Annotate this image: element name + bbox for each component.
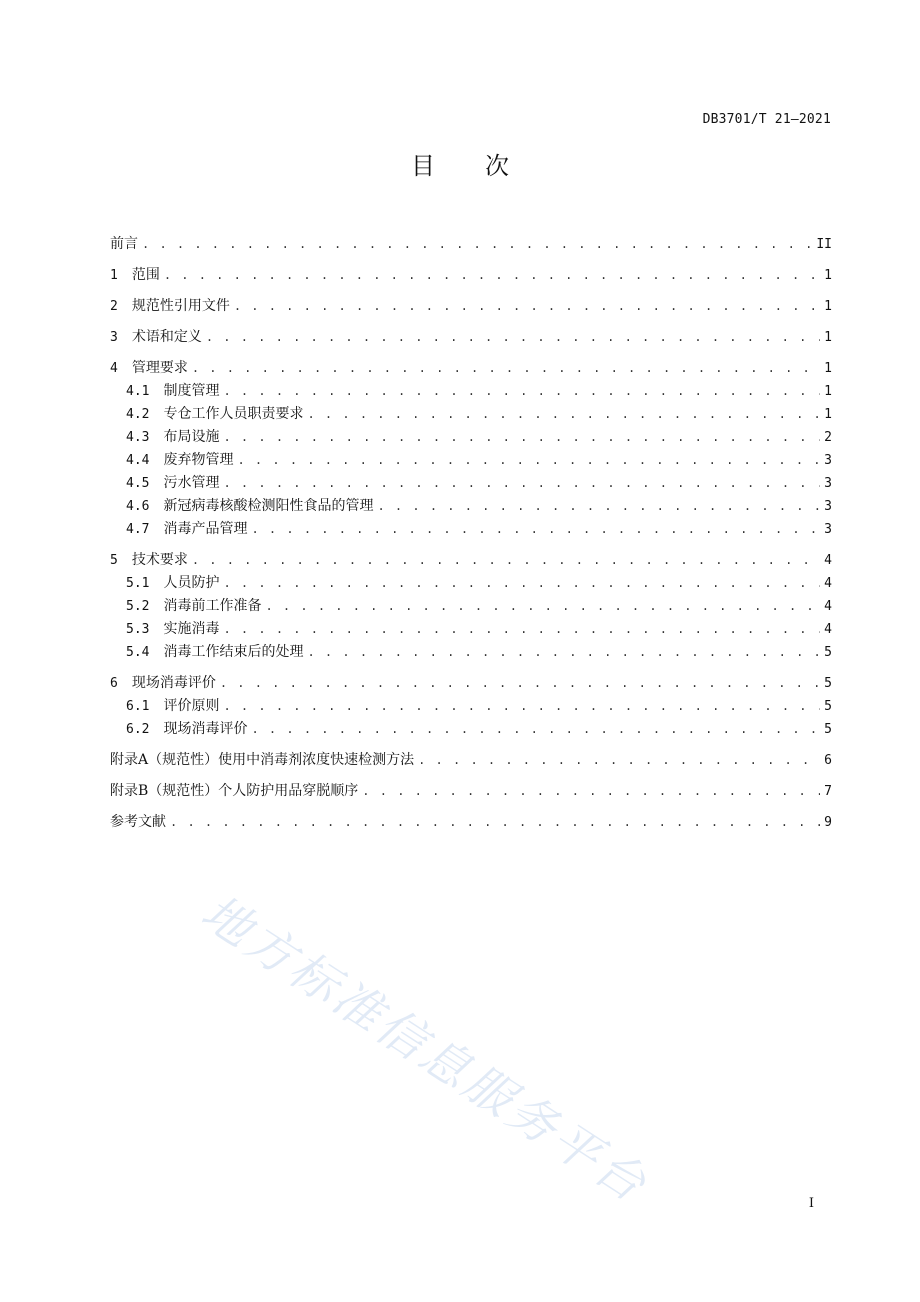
toc-leader-dots [251, 718, 820, 741]
toc-entry[interactable] [110, 380, 832, 403]
toc-leader-dots [223, 695, 820, 718]
toc-entry-label: 实施消毒 [163, 621, 220, 637]
toc-leader-dots [220, 672, 820, 695]
toc-entry-number: 5 [110, 553, 118, 568]
toc-entry-label: 附录B（规范性）个人防护用品穿脱顺序 [110, 783, 359, 799]
toc-entry[interactable] [110, 549, 832, 572]
toc-entry-label: 技术要求 [131, 552, 188, 568]
title-char-2: 次 [485, 152, 509, 180]
toc-entry-number: 4.3 [126, 430, 150, 445]
toc-entry-label: 现场消毒评价 [131, 675, 216, 691]
toc-entry-label: 前言 [110, 236, 138, 252]
toc-entry[interactable] [110, 595, 832, 618]
toc-entry-page: 1 [824, 407, 832, 422]
toc-entry-number: 5.3 [126, 622, 150, 637]
toc-leader-dots [265, 595, 820, 618]
toc-leader-dots [206, 326, 820, 349]
toc-leader-dots [237, 449, 820, 472]
toc-entry-number: 4.1 [126, 384, 150, 399]
toc-entry-page: 3 [824, 522, 832, 537]
toc-entry-label: 污水管理 [163, 475, 220, 491]
toc-entry-label: 人员防护 [163, 575, 220, 591]
toc-entry[interactable] [110, 718, 832, 741]
toc-entry-label: 现场消毒评价 [163, 721, 248, 737]
toc-entry-number: 5.4 [126, 645, 150, 660]
toc-entry[interactable] [110, 295, 832, 318]
toc-entry-page: 4 [824, 599, 832, 614]
toc-entry[interactable] [110, 672, 832, 695]
toc-entry-number: 3 [110, 330, 118, 345]
toc-entry-page: 5 [824, 699, 832, 714]
toc-leader-dots [418, 749, 820, 772]
toc-entry-number: 4.5 [126, 476, 150, 491]
toc-entry-number: 6.1 [126, 699, 150, 714]
toc-entry-number: 6 [110, 676, 118, 691]
toc-entry[interactable] [110, 780, 832, 803]
toc-entry-label: 范围 [131, 267, 160, 283]
toc-entry-page: 5 [824, 722, 832, 737]
toc-entry-page: 9 [824, 815, 832, 830]
toc-entry[interactable] [110, 357, 832, 380]
toc-entry[interactable] [110, 233, 832, 256]
toc-entry-label: 制度管理 [163, 383, 220, 399]
toc-entry[interactable] [110, 641, 832, 664]
toc-entry-number: 4.4 [126, 453, 150, 468]
toc-entry-number: 4.6 [126, 499, 150, 514]
toc-leader-dots [362, 780, 820, 803]
toc-entry-page: 1 [824, 384, 832, 399]
toc-leader-dots [223, 472, 820, 495]
toc-entry[interactable] [110, 811, 832, 834]
watermark: 地方标准信息服务平台 [191, 884, 659, 1215]
toc-entry[interactable] [110, 264, 832, 287]
toc-entry[interactable] [110, 326, 832, 349]
toc-entry-label: 规范性引用文件 [131, 298, 230, 314]
toc-entry-label: 附录A（规范性）使用中消毒剂浓度快速检测方法 [110, 752, 415, 768]
toc-entry[interactable] [110, 426, 832, 449]
toc-leader-dots [251, 518, 820, 541]
toc-entry-number: 2 [110, 299, 118, 314]
toc-entry-page: 4 [824, 576, 832, 591]
toc-entry-number: 4.2 [126, 407, 150, 422]
toc-entry[interactable] [110, 518, 832, 541]
toc-entry-page: 3 [824, 476, 832, 491]
toc-entry-page: II [816, 237, 832, 252]
toc-entry-number: 4.7 [126, 522, 150, 537]
toc-entry-page: 3 [824, 499, 832, 514]
toc-entry-label: 布局设施 [163, 429, 220, 445]
toc-entry[interactable] [110, 695, 832, 718]
toc-entry-label: 术语和定义 [131, 329, 202, 345]
toc-entry-page: 3 [824, 453, 832, 468]
toc-leader-dots [223, 380, 820, 403]
toc-entry-page: 1 [824, 268, 832, 283]
toc-leader-dots [234, 295, 820, 318]
toc-entry-page: 1 [824, 361, 832, 376]
toc-entry-page: 5 [824, 676, 832, 691]
toc-entry[interactable] [110, 572, 832, 595]
toc-entry-number: 1 [110, 268, 118, 283]
toc-leader-dots [377, 495, 820, 518]
toc-leader-dots [142, 233, 812, 256]
toc-entry-number: 4 [110, 361, 118, 376]
toc-leader-dots [164, 264, 820, 287]
toc-entry-number: 6.2 [126, 722, 150, 737]
toc-entry-number: 5.2 [126, 599, 150, 614]
toc-entry-page: 1 [824, 299, 832, 314]
toc-entry-page: 5 [824, 645, 832, 660]
toc-leader-dots [223, 572, 820, 595]
toc-entry-number: 5.1 [126, 576, 150, 591]
document-code: DB3701/T 21—2021 [702, 112, 831, 127]
toc-entry-label: 新冠病毒核酸检测阳性食品的管理 [163, 498, 374, 514]
toc-entry-label: 消毒前工作准备 [163, 598, 262, 614]
toc-entry-label: 参考文献 [110, 814, 166, 830]
toc-entry-page: 6 [824, 753, 832, 768]
toc-entry-label: 消毒产品管理 [163, 521, 248, 537]
toc-leader-dots [192, 357, 820, 380]
toc-entry-label: 管理要求 [131, 360, 188, 376]
toc-entry-page: 2 [824, 430, 832, 445]
toc-entry[interactable] [110, 449, 832, 472]
toc-entry-page: 1 [824, 330, 832, 345]
toc-entry-page: 4 [824, 622, 832, 637]
toc-entry[interactable] [110, 749, 832, 772]
page-number: I [808, 1196, 814, 1211]
toc-leader-dots [170, 811, 820, 834]
toc-leader-dots [223, 426, 820, 449]
toc-entry-label: 消毒工作结束后的处理 [163, 644, 304, 660]
toc-entry-label: 评价原则 [163, 698, 220, 714]
toc-entry[interactable] [110, 495, 832, 518]
toc-leader-dots [223, 618, 820, 641]
toc-leader-dots [307, 641, 820, 664]
title-char-1: 目 [411, 152, 435, 180]
toc-entry-page: 7 [824, 784, 832, 799]
table-of-contents [110, 233, 832, 834]
toc-entry[interactable] [110, 472, 832, 495]
toc-entry-label: 专仓工作人员职责要求 [163, 406, 304, 422]
toc-entry-label: 废弃物管理 [163, 452, 234, 468]
page-title [0, 146, 920, 181]
toc-entry[interactable] [110, 618, 832, 641]
toc-entry-page: 4 [824, 553, 832, 568]
toc-entry[interactable] [110, 403, 832, 426]
toc-leader-dots [307, 403, 820, 426]
toc-leader-dots [192, 549, 820, 572]
